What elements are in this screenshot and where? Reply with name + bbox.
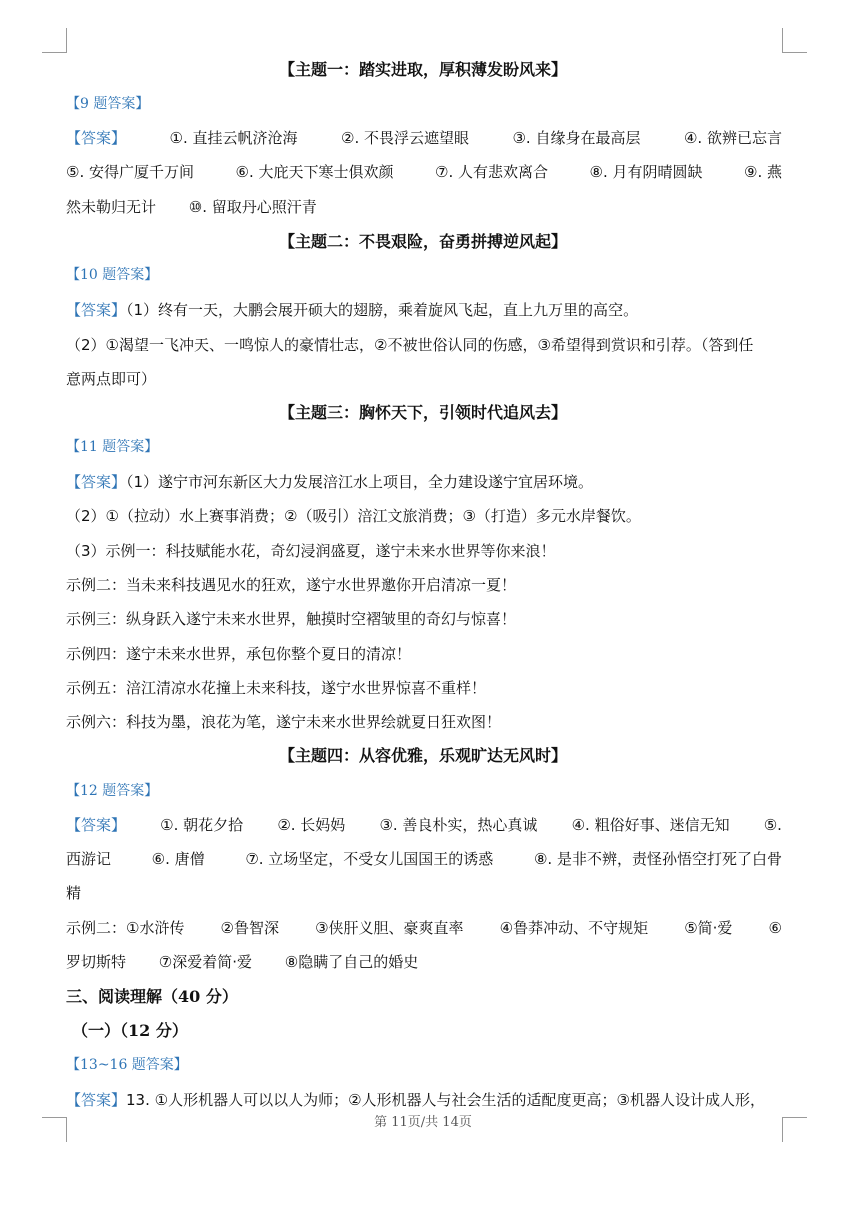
theme1-heading: 【主题一：踏实进取，厚积薄发盼风来】 bbox=[278, 60, 567, 79]
example-blank-6-cont: 罗切斯特 bbox=[66, 953, 127, 971]
q13-answer-line-1: 【答案】13. ①人形机器人可以以人为师；②人形机器人与社会生活的适配度更高；③机器人设计成人形， bbox=[66, 1091, 765, 1109]
blank-8: ⑧. 是非不辨，责怪孙悟空打死了白骨 bbox=[533, 850, 782, 868]
answer-label: 【答案】 bbox=[66, 473, 127, 491]
example-blank-2: ②鲁智深 bbox=[220, 919, 279, 937]
q10-answer-line-2: （2）①渴望一飞冲天、一鸣惊人的豪情壮志，②不被世俗认同的伤感，③希望得到赏识和引荐。（答到任 bbox=[66, 336, 754, 354]
q12-example-2-row-2 bbox=[66, 952, 782, 972]
q10-answer-line-1: 【答案】（1）终有一天，大鹏会展开硕大的翅膀，乘着旋风飞起，直上九万里的高空。 bbox=[66, 301, 639, 319]
example-blank-4: ④鲁莽冲动、不守规矩 bbox=[499, 919, 649, 937]
q9-answer-row-3 bbox=[66, 197, 782, 217]
example-blank-7: ⑦深爱着简·爱 bbox=[158, 953, 253, 971]
blank-5-cont: 西游记 bbox=[66, 850, 112, 868]
blank-4: ④. 欲辨已忘言 bbox=[683, 129, 782, 147]
blank-9: ⑨. 燕 bbox=[744, 163, 782, 181]
blank-6: ⑥. 唐僧 bbox=[151, 850, 205, 868]
blank-5: ⑤. 安得广厦千万间 bbox=[66, 163, 194, 181]
crop-mark-top-left bbox=[42, 28, 67, 53]
q11-example-6: 示例六：科技为墨，浪花为笔，遂宁未来水世界绘就夏日狂欢图！ bbox=[66, 713, 502, 731]
q11-answer-line-1: 【答案】（1）遂宁市河东新区大力发展涪江水上项目，全力建设遂宁宜居环境。 bbox=[66, 473, 594, 491]
blank-2: ②. 不畏浮云遮望眼 bbox=[341, 129, 469, 147]
blank-8: ⑧. 月有阴晴圆缺 bbox=[589, 163, 703, 181]
example-blank-5: ⑤简·爱 bbox=[684, 919, 733, 937]
q12-example-2-row-1 bbox=[66, 918, 782, 938]
answer-label: 【答案】 bbox=[66, 816, 127, 834]
q9-answer-row-1 bbox=[66, 128, 782, 148]
q12-answer-row-1 bbox=[66, 815, 782, 835]
answer-label: 【答案】 bbox=[66, 1091, 127, 1109]
blank-6: ⑥. 大庇天下寒士俱欢颜 bbox=[235, 163, 394, 181]
blank-2: ②. 长妈妈 bbox=[277, 816, 346, 834]
q11-example-2: 示例二：当未来科技遇见水的狂欢，遂宁水世界邀你开启清凉一夏！ bbox=[66, 576, 517, 594]
answer-label: 【答案】 bbox=[66, 301, 127, 319]
example-blank-3: ③侠肝义胆、豪爽直率 bbox=[315, 919, 464, 937]
q9-answer-row-2 bbox=[66, 162, 782, 182]
blank-3: ③. 善良朴实，热心真诚 bbox=[379, 816, 538, 834]
blank-5: ⑤. bbox=[763, 816, 782, 834]
blank-1: ①. 直挂云帆济沧海 bbox=[169, 129, 298, 147]
q12-answer-label: 【12 题答案】 bbox=[66, 783, 159, 799]
theme4-heading: 【主题四：从容优雅，乐观旷达无风时】 bbox=[278, 746, 567, 765]
blank-3: ③. 自缘身在最高层 bbox=[512, 129, 641, 147]
section-3-subtitle: （一）（12 分） bbox=[72, 1021, 188, 1040]
q11-answer-line-2: （2）①（拉动）水上赛事消费；②（吸引）涪江文旅消费；③（打造）多元水岸餐饮。 bbox=[66, 507, 641, 525]
answer-label: 【答案】 bbox=[66, 129, 127, 147]
q9-answer-label: 【9 题答案】 bbox=[66, 96, 150, 112]
q10-answer-label: 【10 题答案】 bbox=[66, 267, 159, 283]
blank-7: ⑦. 人有悲欢离合 bbox=[435, 163, 548, 181]
blank-7: ⑦. 立场坚定，不受女儿国国王的诱惑 bbox=[245, 850, 494, 868]
theme3-heading: 【主题三：胸怀天下，引领时代追风去】 bbox=[278, 403, 567, 422]
q11-example-3: 示例三：纵身跃入遂宁未来水世界，触摸时空褶皱里的奇幻与惊喜！ bbox=[66, 610, 517, 628]
theme2-heading: 【主题二：不畏艰险，奋勇拼搏逆风起】 bbox=[278, 232, 567, 251]
q11-answer-line-3: （3）示例一：科技赋能水花，奇幻浸润盛夏，遂宁未来水世界等你来浪！ bbox=[66, 542, 556, 560]
page-footer: 第 11页/共 14页 bbox=[374, 1115, 472, 1130]
q12-answer-row-2 bbox=[66, 849, 782, 869]
example-blank-8: ⑧隐瞒了自己的婚史 bbox=[284, 953, 419, 971]
example-blank-6: ⑥ bbox=[768, 919, 782, 937]
q12-answer-row-3: 精 bbox=[66, 884, 82, 902]
crop-mark-top-right bbox=[782, 28, 807, 53]
q10-answer-line-3: 意两点即可） bbox=[66, 370, 157, 388]
q13-16-answer-label: 【13~16 题答案】 bbox=[66, 1057, 188, 1073]
q11-example-5: 示例五：涪江清凉水花撞上未来科技，遂宁水世界惊喜不重样！ bbox=[66, 679, 487, 697]
blank-10: ⑩. 留取丹心照汗青 bbox=[188, 198, 317, 216]
example-blank-1: 示例二：①水浒传 bbox=[66, 919, 185, 937]
blank-4: ④. 粗俗好事、迷信无知 bbox=[571, 816, 730, 834]
blank-1: ①. 朝花夕拾 bbox=[160, 816, 244, 834]
blank-9-cont: 然未勒归无计 bbox=[66, 198, 157, 216]
q11-answer-label: 【11 题答案】 bbox=[66, 439, 159, 455]
q11-example-4: 示例四：遂宁未来水世界，承包你整个夏日的清凉！ bbox=[66, 645, 412, 663]
section-3-title: 三、阅读理解（40 分） bbox=[66, 987, 238, 1006]
